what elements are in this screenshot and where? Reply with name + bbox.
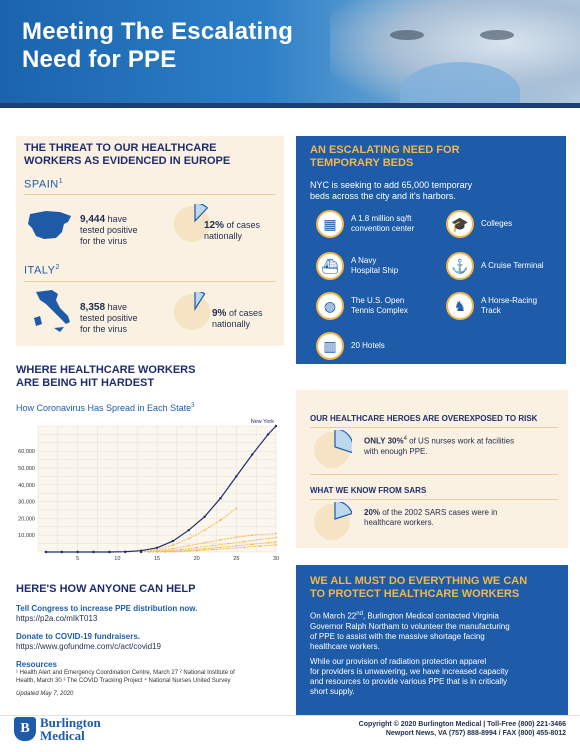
data-point bbox=[220, 519, 222, 521]
data-point bbox=[275, 544, 277, 546]
bed-item-cruise-terminal bbox=[446, 252, 544, 280]
data-point bbox=[164, 551, 166, 553]
sars-stat-bold: 20% bbox=[364, 508, 381, 517]
italy-count: 8,358 bbox=[80, 302, 106, 313]
must-p2-line2: for providers is unwavering, we have increased capacity bbox=[310, 667, 509, 676]
bed-label-line-1: 20 Hotels bbox=[351, 341, 385, 350]
bed-label bbox=[351, 214, 414, 234]
data-point bbox=[212, 545, 214, 547]
congress-link[interactable]: Tell Congress to increase PPE distribution now. bbox=[16, 604, 198, 613]
protect-workers-panel bbox=[296, 565, 568, 715]
eye-right bbox=[480, 30, 514, 40]
data-point bbox=[204, 542, 206, 544]
bed-label bbox=[351, 341, 385, 351]
bed-label bbox=[351, 256, 398, 276]
updated-date: Updated May 7, 2020 bbox=[16, 691, 74, 697]
data-point bbox=[156, 547, 158, 549]
spain-count-text: have bbox=[105, 214, 128, 224]
must-p2-line4: short supply. bbox=[310, 687, 355, 696]
bed-label bbox=[351, 296, 408, 316]
data-point bbox=[180, 551, 182, 553]
data-point bbox=[148, 551, 150, 553]
tennis-icon: ◍ bbox=[316, 292, 344, 320]
sars-pie-slice bbox=[335, 502, 352, 519]
donate-url[interactable]: https://www.gofundme.com/c/act/covid19 bbox=[16, 642, 161, 651]
bed-label bbox=[481, 296, 537, 316]
italy-line3: for the virus bbox=[80, 324, 128, 334]
y-tick-label: 40,000 bbox=[18, 482, 35, 489]
data-point bbox=[140, 551, 142, 553]
ship-icon: ⛴ bbox=[316, 252, 344, 280]
help-title: HERE'S HOW ANYONE CAN HELP bbox=[16, 583, 196, 595]
data-point bbox=[203, 516, 205, 518]
donate-link[interactable]: Donate to COVID-19 fundraisers. bbox=[16, 632, 141, 641]
data-point bbox=[235, 545, 237, 547]
data-point bbox=[251, 534, 253, 536]
x-tick-label: 25 bbox=[233, 556, 240, 562]
title-line-1: Meeting The Escalating bbox=[22, 18, 294, 45]
sars-title: WHAT WE KNOW FROM SARS bbox=[310, 486, 427, 495]
data-point bbox=[61, 551, 63, 553]
bed-label bbox=[481, 219, 512, 229]
new-york-label: New York bbox=[250, 419, 274, 425]
logo-line-2: Medical bbox=[40, 728, 85, 743]
beds-title-line-2: TEMPORARY BEDS bbox=[310, 157, 414, 169]
logo-mark-icon: B bbox=[14, 717, 36, 741]
copyright-contact bbox=[359, 720, 566, 738]
data-point bbox=[76, 551, 78, 553]
help-section bbox=[16, 583, 286, 697]
bed-item-navy-ship bbox=[316, 252, 398, 280]
data-point bbox=[212, 549, 214, 551]
data-point bbox=[188, 545, 190, 547]
bed-item-tennis-complex bbox=[316, 292, 408, 320]
resources-line-2: Health, March 30 ³ The COVID Tracking Project ⁴ National Nurses United Survey bbox=[16, 678, 231, 684]
bed-label-line-1: A Horse-Racing bbox=[481, 296, 538, 305]
sars-stat-line2: healthcare workers. bbox=[364, 518, 434, 527]
x-tick-label: 20 bbox=[193, 556, 200, 562]
data-point bbox=[204, 529, 206, 531]
threat-title bbox=[24, 142, 230, 168]
threat-section bbox=[16, 136, 284, 346]
italy-sup: 2 bbox=[55, 264, 60, 271]
map-pin-icon: ⚓ bbox=[446, 252, 474, 280]
spain-map-icon bbox=[26, 208, 74, 242]
beds-intro bbox=[310, 180, 550, 202]
chart-title bbox=[16, 403, 194, 413]
bed-item-hotels bbox=[316, 332, 385, 360]
data-point bbox=[196, 547, 198, 549]
x-tick-label: 5 bbox=[76, 556, 80, 562]
data-point bbox=[45, 551, 47, 553]
must-p1-line2: Governor Ralph Northam to volunteer the manufacturing bbox=[310, 621, 510, 631]
data-point bbox=[220, 539, 222, 541]
y-tick-label: 60,000 bbox=[18, 449, 35, 456]
beds-intro-line-2: beds across the city and it's harbors. bbox=[310, 191, 456, 201]
data-point bbox=[124, 551, 126, 553]
data-point bbox=[259, 539, 261, 541]
divider bbox=[310, 427, 558, 428]
must-p1-line3: of PPE to assist with the massive shortage facing bbox=[310, 631, 485, 641]
y-tick-label: 20,000 bbox=[18, 516, 35, 523]
must-title bbox=[310, 575, 527, 601]
congress-url[interactable]: https://p2a.co/mIkT013 bbox=[16, 614, 98, 623]
hotel-icon: ▥ bbox=[316, 332, 344, 360]
data-point bbox=[235, 536, 237, 538]
spread-line-chart bbox=[4, 418, 284, 570]
data-point bbox=[275, 541, 277, 543]
horse-icon: ♞ bbox=[446, 292, 474, 320]
italy-map-icon bbox=[30, 288, 74, 334]
bed-label-line-1: A Cruise Terminal bbox=[481, 261, 544, 270]
bed-item-convention-center bbox=[316, 210, 414, 238]
data-point bbox=[172, 540, 174, 542]
italy-pct-line2: nationally bbox=[212, 319, 251, 329]
y-tick-label: 10,000 bbox=[18, 533, 35, 540]
italy-count-text: have bbox=[105, 302, 128, 312]
divider bbox=[310, 499, 558, 500]
data-point bbox=[180, 549, 182, 551]
graduation-cap-icon: 🎓 bbox=[446, 210, 474, 238]
must-p2-line3: and resources to provide various PPE that is in critically bbox=[310, 677, 507, 686]
logo-line-1: Burlington bbox=[40, 715, 101, 730]
must-p2-line1: While our provision of radiation protection apparel bbox=[310, 657, 487, 666]
divider bbox=[24, 281, 276, 282]
copyright-line-1: Copyright © 2020 Burlington Medical | Toll-Free (800) 221-3466 bbox=[358, 721, 566, 728]
data-point bbox=[267, 433, 269, 435]
bed-item-horse-racing-track bbox=[446, 292, 537, 320]
hit-hardest-title bbox=[16, 364, 195, 390]
data-point bbox=[243, 541, 245, 543]
data-point bbox=[204, 548, 206, 550]
data-point bbox=[188, 529, 190, 531]
italy-label-text: ITALY bbox=[24, 264, 56, 277]
nurses-stat-line2: with enough PPE. bbox=[364, 446, 428, 456]
nurses-stat-text: of US nurses work at facilities bbox=[406, 436, 515, 446]
data-point bbox=[228, 548, 230, 550]
must-p1-sup: nd bbox=[356, 611, 363, 617]
must-p1-b: , Burlington Medical contacted Virginia bbox=[362, 611, 499, 621]
must-paragraph-1 bbox=[310, 609, 558, 652]
spain-label-text: SPAIN bbox=[24, 178, 59, 191]
x-tick-label: 10 bbox=[114, 556, 121, 562]
spain-pct bbox=[204, 220, 260, 242]
bed-label-line-2: convention center bbox=[351, 224, 415, 233]
sars-pie bbox=[312, 502, 352, 542]
divider bbox=[310, 474, 558, 475]
threat-title-line-2: WORKERS AS EVIDENCED IN EUROPE bbox=[24, 155, 231, 167]
data-point bbox=[172, 548, 174, 550]
header-stripe bbox=[0, 103, 580, 108]
bed-label-line-2: Hospital Ship bbox=[351, 266, 399, 275]
must-p1-line4: healthcare workers. bbox=[310, 641, 380, 651]
heroes-section bbox=[296, 390, 568, 548]
data-point bbox=[243, 546, 245, 548]
data-point bbox=[196, 550, 198, 552]
resources-line-1: ¹ Health Alert and Emergency Coordination Centre, March 27 ² National Institute of bbox=[16, 670, 235, 676]
data-point bbox=[108, 551, 110, 553]
bed-label-line-1: A 1.8 million sq/ft bbox=[351, 214, 412, 223]
italy-pct-value: 9% bbox=[212, 308, 227, 319]
data-point bbox=[259, 545, 261, 547]
logo-text bbox=[40, 716, 101, 742]
must-p1-a: On March 22 bbox=[310, 611, 357, 621]
data-point bbox=[172, 544, 174, 546]
bed-label-line-2: Tennis Complex bbox=[351, 306, 408, 315]
italy-stat bbox=[80, 302, 138, 335]
copyright-line-2: Newport News, VA (757) 888-8994 / FAX (800) 455-8012 bbox=[385, 730, 566, 737]
temporary-beds-panel bbox=[296, 136, 566, 364]
chart-title-sup: 3 bbox=[191, 403, 195, 409]
spain-line3: for the virus bbox=[80, 236, 128, 246]
bed-label bbox=[481, 261, 544, 271]
x-tick-label: 30 bbox=[272, 556, 280, 562]
bed-label-line-2: Track bbox=[481, 306, 501, 315]
nurses-pie bbox=[312, 430, 352, 470]
must-title-line-2: TO PROTECT HEALTHCARE WORKERS bbox=[310, 588, 520, 600]
italy-label bbox=[24, 264, 60, 277]
data-point bbox=[267, 542, 269, 544]
spain-stat bbox=[80, 214, 138, 247]
data-point bbox=[156, 551, 158, 553]
y-tick-label: 30,000 bbox=[18, 499, 35, 506]
spain-pct-line2: nationally bbox=[204, 231, 243, 241]
italy-pie bbox=[172, 292, 212, 332]
data-point bbox=[219, 497, 221, 499]
data-point bbox=[275, 425, 277, 427]
page-title bbox=[22, 18, 293, 74]
spain-sup: 1 bbox=[58, 178, 64, 185]
bed-label-line-1: The U.S. Open bbox=[351, 296, 405, 305]
data-point bbox=[220, 546, 222, 548]
data-point bbox=[188, 538, 190, 540]
chart-title-text: How Coronavirus Has Spread in Each State bbox=[16, 403, 192, 413]
italy-pct-text: of cases bbox=[226, 308, 263, 318]
spain-pct-value: 12% bbox=[204, 220, 225, 231]
beds-title bbox=[310, 144, 460, 170]
hit-title-line-1: WHERE HEALTHCARE WORKERS bbox=[16, 364, 196, 376]
must-paragraph-2 bbox=[310, 657, 558, 697]
sars-stat bbox=[364, 508, 497, 528]
data-point bbox=[251, 543, 253, 545]
data-point bbox=[275, 533, 277, 535]
y-tick-label: 50,000 bbox=[18, 466, 35, 472]
header-banner bbox=[0, 0, 580, 108]
title-line-2: Need for PPE bbox=[22, 46, 177, 73]
sars-stat-text: of the 2002 SARS cases were in bbox=[380, 508, 498, 517]
divider bbox=[24, 194, 276, 195]
spain-label bbox=[24, 178, 63, 191]
bed-label-line-1: A Navy bbox=[351, 256, 377, 265]
building-icon: ▦ bbox=[316, 210, 344, 238]
bed-label-line-1: Colleges bbox=[481, 219, 513, 228]
nurses-stat bbox=[364, 434, 514, 457]
eye-left bbox=[390, 30, 424, 40]
spain-line2: tested positive bbox=[80, 225, 138, 235]
italy-line2: tested positive bbox=[80, 313, 138, 323]
nurses-stat-bold: ONLY 30% bbox=[364, 436, 404, 446]
spain-count: 9,444 bbox=[80, 214, 106, 225]
italy-pct bbox=[212, 308, 262, 330]
threat-title-line-1: THE THREAT TO OUR HEALTHCARE bbox=[24, 142, 217, 154]
beds-intro-line-1: NYC is seeking to add 65,000 temporary bbox=[310, 180, 473, 190]
nurses-stat-sup: 4 bbox=[403, 436, 407, 442]
spain-pct-text: of cases bbox=[224, 220, 261, 230]
data-point bbox=[251, 453, 253, 455]
italy-pie-base bbox=[174, 294, 210, 330]
x-tick-label: 15 bbox=[153, 556, 161, 562]
data-point bbox=[235, 507, 237, 509]
hit-title-line-2: ARE BEING HIT HARDEST bbox=[16, 377, 155, 389]
burlington-logo[interactable] bbox=[14, 716, 101, 742]
data-point bbox=[235, 475, 237, 477]
data-point bbox=[228, 543, 230, 545]
data-point bbox=[275, 537, 277, 539]
must-title-line-1: WE ALL MUST DO EVERYTHING WE CAN bbox=[310, 575, 528, 587]
resources-title: Resources bbox=[16, 660, 57, 669]
data-point bbox=[92, 551, 94, 553]
beds-title-line-1: AN ESCALATING NEED FOR bbox=[310, 144, 460, 156]
bed-item-colleges bbox=[446, 210, 512, 238]
heroes-title: OUR HEALTHCARE HEROES ARE OVEREXPOSED TO RISK bbox=[310, 414, 538, 423]
